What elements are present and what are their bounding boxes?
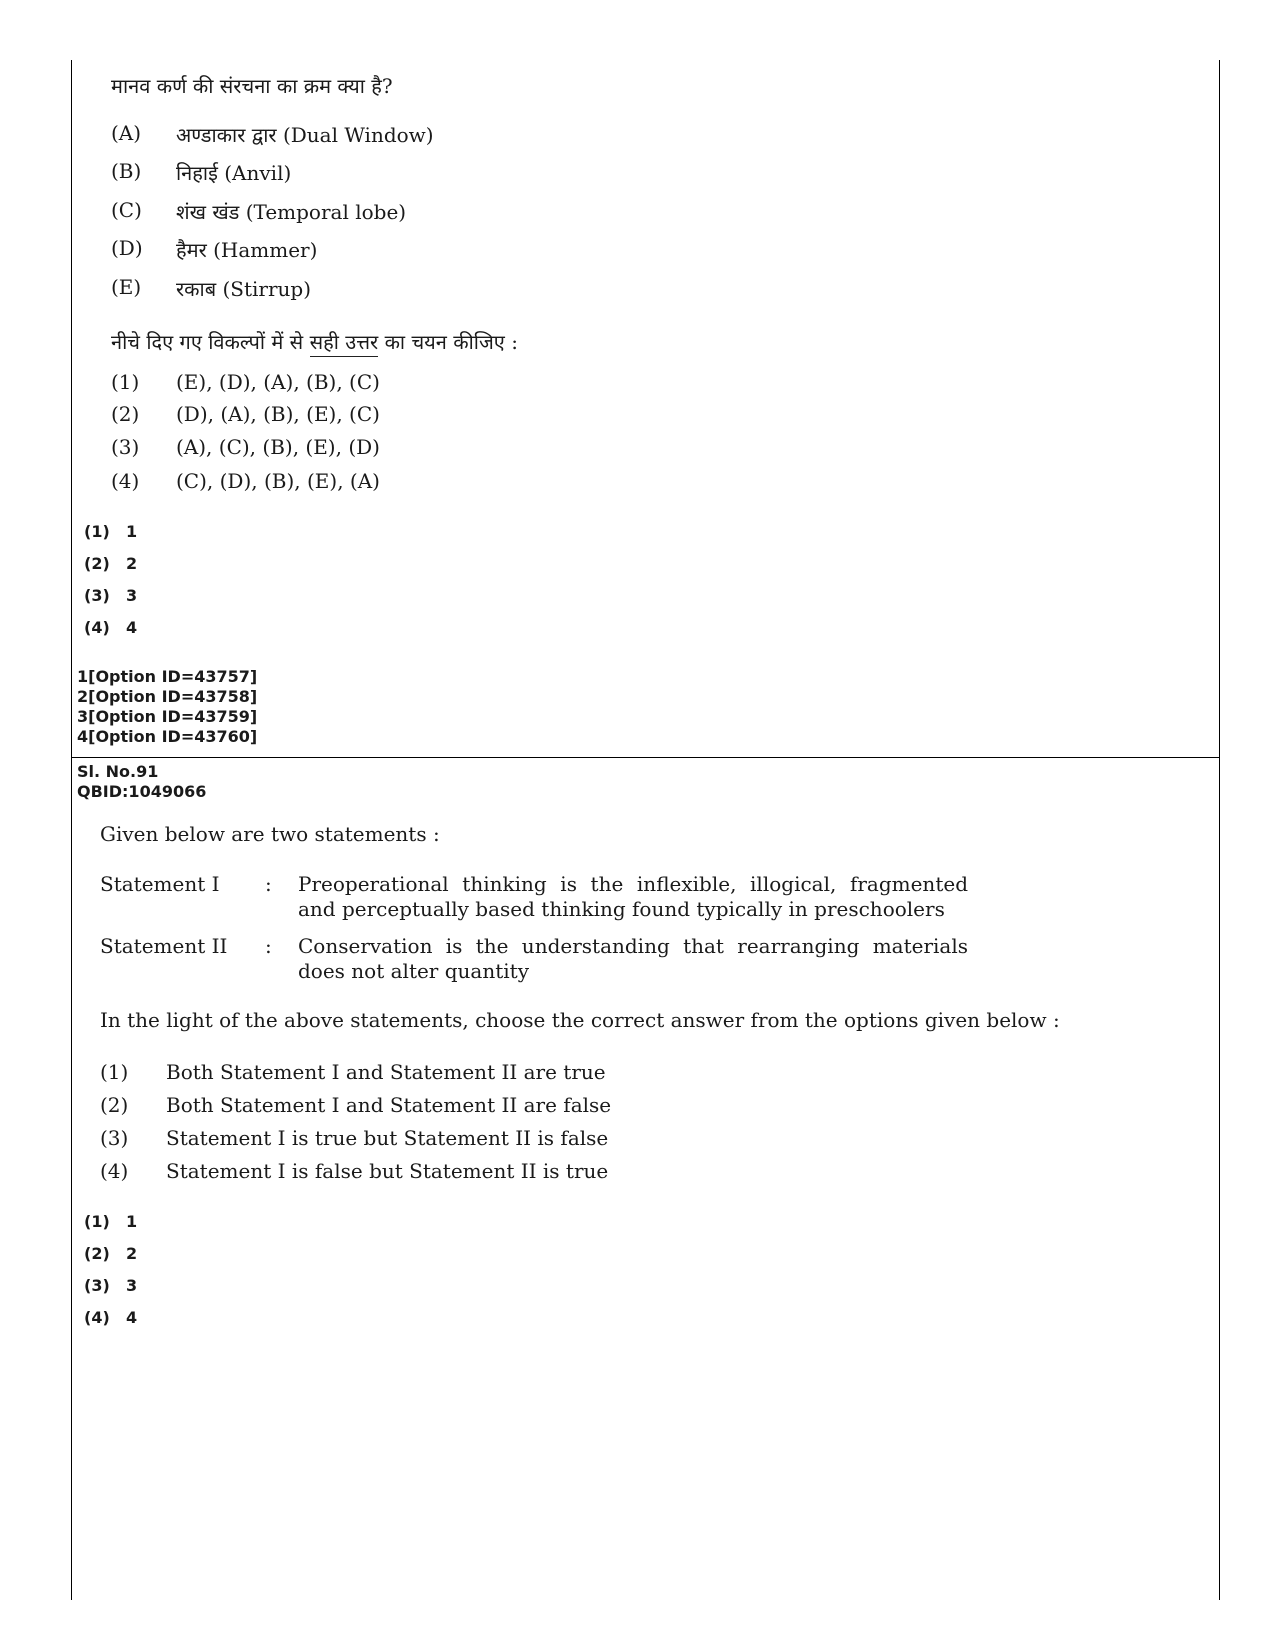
statement-colon: :	[265, 872, 272, 896]
option-text: (C), (D), (B), (E), (A)	[176, 469, 380, 493]
option-text: (A), (C), (B), (E), (D)	[176, 435, 380, 459]
serial-number: Sl. No.91	[77, 762, 159, 781]
option-label: (2)	[100, 1093, 129, 1117]
option-label: (3)	[111, 435, 140, 459]
item-label: (D)	[111, 236, 143, 260]
statement-text: Conservation is the understanding that rearranging materials does not alter quantity	[298, 934, 968, 983]
choice-label: (2)	[84, 554, 110, 573]
option-id: 4[Option ID=43760]	[77, 727, 258, 746]
option-label: (4)	[100, 1159, 129, 1183]
choice-label: (1)	[84, 1212, 110, 1231]
option-text: (E), (D), (A), (B), (C)	[176, 370, 380, 394]
option-label: (1)	[100, 1060, 129, 1084]
choice-label: (4)	[84, 1308, 110, 1327]
item-text: रकाब (Stirrup)	[176, 277, 312, 301]
statement-two	[100, 934, 1000, 986]
choice-label: (3)	[84, 586, 110, 605]
choice-label: (3)	[84, 1276, 110, 1295]
statement-label: Statement I	[100, 872, 220, 896]
item-text: निहाई (Anvil)	[176, 161, 292, 185]
item-text: हैमर (Hammer)	[176, 238, 318, 262]
instruction-pre: नीचे दिए गए विकल्पों में से	[111, 330, 310, 354]
item-label: (C)	[111, 198, 142, 222]
option-text: Statement I is false but Statement II is true	[166, 1159, 609, 1183]
question-divider	[72, 757, 1219, 758]
instruction-text	[111, 328, 518, 355]
choice-value: 2	[126, 554, 138, 573]
option-id: 3[Option ID=43759]	[77, 707, 258, 726]
statement-one	[100, 872, 1000, 924]
item-label: (E)	[111, 275, 142, 299]
option-text: Statement I is true but Statement II is false	[166, 1126, 609, 1150]
choice-value: 4	[126, 1308, 138, 1327]
option-label: (1)	[111, 370, 140, 394]
option-text: (D), (A), (B), (E), (C)	[176, 402, 380, 426]
item-label: (A)	[111, 121, 142, 145]
choice-label: (4)	[84, 618, 110, 637]
instruction-text: In the light of the above statements, choose the correct answer from the options given below :	[100, 1008, 1060, 1032]
statement-text: Preoperational thinking is the inflexible, illogical, fragmented and perceptually based thinking found typically in preschoolers	[298, 872, 968, 921]
question-text: मानव कर्ण की संरचना का क्रम क्या है?	[111, 74, 393, 98]
choice-value: 3	[126, 1276, 138, 1295]
question-intro: Given below are two statements :	[100, 822, 440, 846]
instruction-underlined: सही उत्तर	[310, 330, 379, 357]
option-text: Both Statement I and Statement II are true	[166, 1060, 606, 1084]
option-label: (4)	[111, 469, 140, 493]
choice-value: 4	[126, 618, 138, 637]
right-border	[1219, 60, 1220, 1600]
choice-value: 3	[126, 586, 138, 605]
option-label: (3)	[100, 1126, 129, 1150]
qbid: QBID:1049066	[77, 782, 207, 801]
choice-value: 2	[126, 1244, 138, 1263]
instruction-post: का चयन कीजिए :	[378, 330, 518, 354]
choice-value: 1	[126, 522, 138, 541]
statement-colon: :	[265, 934, 272, 958]
option-id: 2[Option ID=43758]	[77, 687, 258, 706]
left-border	[71, 60, 72, 1600]
option-id: 1[Option ID=43757]	[77, 667, 258, 686]
statement-label: Statement II	[100, 934, 228, 958]
option-text: Both Statement I and Statement II are false	[166, 1093, 612, 1117]
choice-label: (2)	[84, 1244, 110, 1263]
choice-value: 1	[126, 1212, 138, 1231]
choice-label: (1)	[84, 522, 110, 541]
option-label: (2)	[111, 402, 140, 426]
item-text: शंख खंड (Temporal lobe)	[176, 200, 407, 224]
item-text: अण्डाकार द्वार (Dual Window)	[176, 123, 434, 147]
item-label: (B)	[111, 159, 142, 183]
